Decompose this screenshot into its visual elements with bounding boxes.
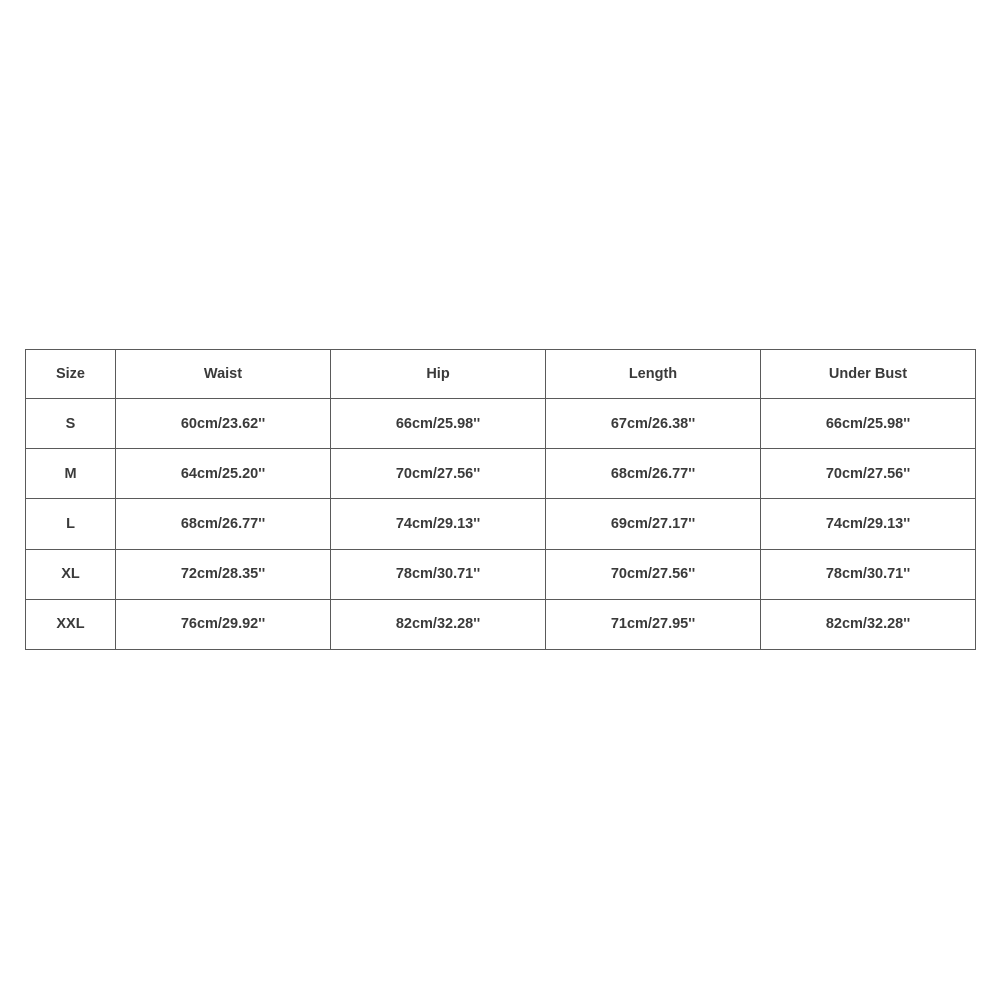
cell-under-bust: 82cm/32.28'' xyxy=(761,599,976,649)
cell-length: 68cm/26.77'' xyxy=(546,449,761,499)
header-waist: Waist xyxy=(116,350,331,399)
header-size: Size xyxy=(26,350,116,399)
cell-under-bust: 70cm/27.56'' xyxy=(761,449,976,499)
cell-waist: 60cm/23.62'' xyxy=(116,399,331,449)
cell-under-bust: 78cm/30.71'' xyxy=(761,549,976,599)
table-row xyxy=(26,549,976,599)
cell-length: 70cm/27.56'' xyxy=(546,549,761,599)
cell-hip: 74cm/29.13'' xyxy=(331,499,546,549)
table-row xyxy=(26,499,976,549)
cell-size: M xyxy=(26,449,116,499)
header-under-bust: Under Bust xyxy=(761,350,976,399)
cell-hip: 82cm/32.28'' xyxy=(331,599,546,649)
table-row xyxy=(26,599,976,649)
cell-length: 69cm/27.17'' xyxy=(546,499,761,549)
header-hip: Hip xyxy=(331,350,546,399)
cell-size: L xyxy=(26,499,116,549)
cell-length: 67cm/26.38'' xyxy=(546,399,761,449)
table-header-row xyxy=(26,350,976,399)
size-chart-table xyxy=(25,349,976,650)
cell-size: S xyxy=(26,399,116,449)
cell-hip: 78cm/30.71'' xyxy=(331,549,546,599)
table-row xyxy=(26,399,976,449)
cell-hip: 70cm/27.56'' xyxy=(331,449,546,499)
cell-waist: 72cm/28.35'' xyxy=(116,549,331,599)
cell-size: XL xyxy=(26,549,116,599)
header-length: Length xyxy=(546,350,761,399)
cell-length: 71cm/27.95'' xyxy=(546,599,761,649)
cell-under-bust: 66cm/25.98'' xyxy=(761,399,976,449)
cell-hip: 66cm/25.98'' xyxy=(331,399,546,449)
cell-waist: 68cm/26.77'' xyxy=(116,499,331,549)
cell-under-bust: 74cm/29.13'' xyxy=(761,499,976,549)
cell-waist: 76cm/29.92'' xyxy=(116,599,331,649)
table-row xyxy=(26,449,976,499)
cell-size: XXL xyxy=(26,599,116,649)
cell-waist: 64cm/25.20'' xyxy=(116,449,331,499)
